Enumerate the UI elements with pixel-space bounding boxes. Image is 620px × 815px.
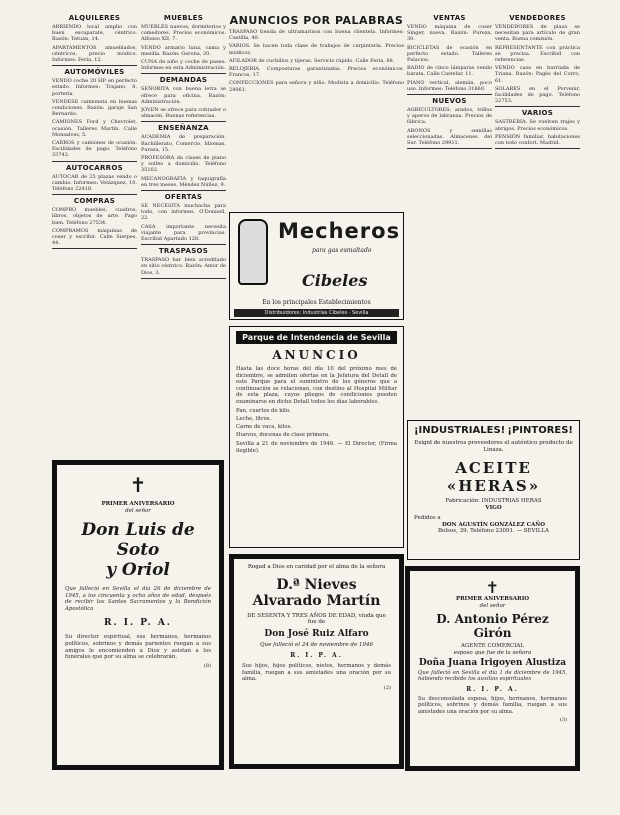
section-heading: VENDEDORES — [509, 14, 566, 22]
section-heading: VARIOS — [521, 109, 554, 118]
section-heading: MUEBLES — [163, 14, 204, 22]
section-heading: DEMANDAS — [159, 76, 208, 85]
classified-ad: COMPRAMOS máquinas de coser y escribir. Calle Sierpes, 44. — [52, 227, 137, 247]
classified-ad: TRASPASO tienda de ultramarinos con buena clientela. Informes: Castilla, 40. — [229, 29, 404, 42]
obituary-right-text: Que falleció en Sevilla el día 1 de diciembre de 1945, habiendo recibido los auxilios espirituales — [418, 670, 567, 683]
anuncio-body: Hasta las doce horas del día 10 del próximo mes de diciembre, se admiten ofertas en la Jefatura del Detall de este Parque para el suministro de los géneros que a continuación se relacionan, con destino al Hospital Militar de esta plaza, cuyos pliegos de condiciones pueden examinarse en dicho Detall todos los días laborables. — [236, 366, 397, 405]
obituary-right-role: AGENTE COMERCIAL — [460, 643, 525, 649]
classified-ad: COMPRO muebles, cuadros, libros, objetos de arte. Pago bien. Teléfono 27534. — [52, 207, 137, 226]
section-divider — [52, 161, 137, 162]
mecheros-title: Mecheros — [278, 219, 401, 243]
obituary-center-name: D.ª Nieves Alvarado Martín — [252, 576, 381, 609]
classified-ad: VENDESE camioneta en buenas condiciones. Razón: garaje San Bernardo. — [52, 98, 137, 118]
classified-ad: CUNA de niño y coche de paseo. Informes en esta Administración. — [141, 59, 226, 72]
obituary-left-anniversary: PRIMER ANIVERSARIO — [101, 501, 175, 507]
classified-ad: ABONOS y semillas seleccionadas. Almacenes del Sur. Teléfono 29911. — [407, 127, 492, 147]
classified-ad: AUTOCAR de 25 plazas vendo o cambio. Informes: Velázquez, 10. Teléfono 22418. — [52, 173, 137, 193]
classified-ad: AFILADOR de cuchillos y tijeras. Servicio rápido. Calle Feria, 88. — [229, 57, 395, 64]
header-industriales: ¡INDUSTRIALES! — [414, 425, 506, 436]
obituary-right-ref: (3) — [559, 717, 567, 724]
classified-ad: SEÑORITA con buena letra se ofrece para oficina. Razón: Administración. — [141, 86, 226, 105]
classified-ad: AGRICULTORES: arados, trillos y aperos de labranza. Precios de fábrica. — [407, 107, 492, 126]
obituary-center-spouse: Don José Ruiz Alfaro — [264, 628, 369, 639]
classified-ad: CARROS y camiones de ocasión. Facilidades de pago. Teléfono 33742. — [52, 140, 137, 159]
cross-icon: ✝ — [129, 473, 147, 497]
aceite-address: Bolsos, 39. Teléfono 23091. — SEVILLA — [438, 528, 549, 534]
column-5 — [495, 12, 580, 410]
classified-ad: TRASPASO bar bien acreditado en sitio céntrico. Razón: Amor de Dios, 3. — [141, 257, 226, 276]
obituary-left-name-2: y Oriol — [106, 560, 170, 580]
column-4 — [407, 12, 492, 410]
obituary-right-rip: R. I. P. A. — [466, 685, 519, 693]
section-divider — [141, 244, 226, 245]
classified-ad: VENDO armario luna, cama y mesilla. Razón: Gerona, 20. — [141, 44, 226, 57]
lighter-illustration — [238, 219, 268, 285]
obituary-right-anniversary: PRIMER ANIVERSARIO — [455, 596, 530, 602]
column-1 — [52, 12, 137, 457]
classified-ad: PIANO vertical, alemán, poco uso. Informes: Teléfono 31860. — [407, 79, 492, 92]
obituary-center-death: Que falleció el 24 de noviembre de 1946 — [260, 641, 373, 648]
section-heading: VENTAS — [433, 14, 466, 22]
section-heading: ENSEÑANZA — [158, 124, 209, 133]
classified-ad: BICICLETAS de ocasión en perfecto estado. Talleres Palacios. — [407, 44, 492, 64]
section-divider — [495, 106, 580, 107]
classifieds-heading: ANUNCIOS POR PALABRAS — [229, 14, 404, 27]
section-divider — [495, 148, 580, 149]
section-heading: OFERTAS — [164, 193, 203, 202]
aceite-heras-product: ACEITE «HERAS» — [446, 459, 541, 495]
obituary-right-name: D. Antonio Pérez Girón — [436, 612, 549, 640]
obituary-left — [52, 460, 224, 770]
obituary-center-family: Sus hijos, hijos políticos, nietos, hermanos y demás familia, ruegan a sus amistades una oración por su alma. — [242, 663, 391, 683]
obituary-right-family: Su desconsolada esposa, hijos, hermanos, hermanos políticos, sobrinos y demás familia, ruegan a sus amistades una oración por su alma. — [418, 695, 567, 715]
classified-ad: VENDO casa en barriada de Triana. Razón: Pagés del Corro, 61. — [495, 65, 580, 84]
classified-ad: SASTRERÍA. Se vuelven trajes y abrigos. Precios económicos. — [495, 119, 580, 132]
classified-ad: CONFECCIONES para señora y niño. Modista a domicilio. Teléfono 24061. — [229, 80, 404, 93]
classified-ad: VENDO coche 20 HP. en perfecto estado. Informes: Trajano, 8, portería. — [52, 78, 137, 97]
classified-ad: PROFESORA da clases de piano y solfeo a domicilio. Teléfono 35102. — [141, 155, 226, 174]
section-divider — [52, 65, 137, 66]
section-heading: ALQUILERES — [68, 14, 121, 22]
section-divider — [141, 190, 226, 191]
aceite-orders: Pedidos a — [414, 515, 441, 521]
obituary-right-spouse: Doña Juana Irigoyen Alustiza — [418, 658, 567, 668]
section-heading: COMPRAS — [73, 197, 116, 206]
section-heading: NUEVOS — [432, 97, 467, 106]
aceite-fabrication: Fabricación: INDUSTRIAS HERAS — [445, 498, 542, 504]
classified-ad: SOLARES en el Porvenir, facilidades de pago. Teléfono 22753. — [495, 85, 580, 105]
aceite-heras-advertisement — [407, 420, 580, 560]
obituary-center-intro: Rogad a Dios en caridad por el alma de la señora — [247, 564, 386, 570]
aceite-city: VIGO — [485, 504, 502, 511]
classified-ad: SE NECESITA muchacha para todo, con informes. O'Donnell, 22. — [141, 203, 226, 222]
classified-ad: VARIOS. Se hacen toda clase de trabajos de carpintería. Precios módicos. — [229, 43, 404, 56]
classified-ad: REPRESENTANTE con práctica se precisa. Escribid con referencias. — [495, 44, 580, 64]
obituary-right-of: del señor — [479, 602, 506, 609]
column-2 — [141, 12, 226, 447]
obituary-center-ref: (2) — [383, 684, 391, 691]
classified-ad: ARRIENDO local amplio con buen escaparate, céntrico. Razón: Tetuán, 14. — [52, 24, 137, 43]
anuncio-item: Carne de vaca, kilos. — [236, 423, 293, 430]
anuncio-item: Pan, cuartos de kilo. — [236, 407, 291, 414]
anuncio-item: Leche, litros. — [236, 415, 272, 422]
cross-icon: ✝ — [485, 578, 500, 597]
obituary-left-of: del señor — [125, 507, 151, 514]
classified-ad: CAMIONES Ford y Chevrolet, ocasión. Talleres Martín. Calle Monsalves, 5. — [52, 119, 137, 138]
obituary-left-rip: R. I. P. A. — [104, 618, 172, 629]
anuncio-items — [236, 408, 397, 439]
classified-ad: MECANOGRAFÍA y taquigrafía en tres meses. Méndez Núñez, 9. — [141, 175, 226, 188]
mecheros-advertisement — [229, 212, 404, 320]
section-divider — [52, 248, 137, 249]
section-divider — [407, 94, 492, 95]
section-divider — [407, 148, 492, 149]
cibeles-brand: Cibeles — [302, 271, 368, 290]
intendencia-notice — [229, 326, 404, 548]
aceite-agent: DON AGUSTÍN GONZÁLEZ CAÑO — [441, 521, 546, 528]
classified-ad: JOVEN se ofrece para cobrador o almacén. Buenas referencias. — [141, 107, 226, 120]
obituary-left-text: Que falleció en Sevilla el día 26 de diciembre de 1945, a los cincuenta y ocho años de edad, después de recibir los Santos Sacramentos y la Bendición Apostólica — [65, 586, 211, 612]
aceite-heras-headers — [414, 425, 573, 436]
section-divider — [52, 194, 137, 195]
mecheros-distributor-strip: Distribuidores: Industrias Cibeles · Sevilla — [234, 309, 399, 317]
section-divider — [141, 73, 226, 74]
section-heading: AUTOMÓVILES — [64, 68, 125, 77]
mecheros-tagline: En los principales Establecimientos — [262, 299, 371, 306]
obituary-right — [405, 566, 580, 771]
obituary-left-family: Su director espiritual, sus hermanos, hermanos políticos, sobrinos y demás parientes ruegan a sus amigos le encomienden a Dios y asistan a los funerales que por su alma se celebrarán. — [65, 634, 211, 661]
obituary-left-name-1: Don Luis de Soto — [81, 520, 195, 560]
anuncio-item: Huevos, docenas de clase primera. — [236, 432, 330, 439]
classified-ad: RELOJERÍA. Composturas garantizadas. Precios económicos. Francos, 17. — [229, 66, 404, 79]
classified-ad: ACADEMIA de preparación. Bachillerato, Comercio, Idiomas. Pureza, 15. — [141, 134, 226, 153]
header-pintores: ¡PINTORES! — [507, 425, 573, 436]
classified-ad: APARTAMENTOS amueblados, céntricos, precio módico. Informes: Feria, 12. — [52, 44, 137, 64]
section-divider — [141, 121, 226, 122]
anuncio-title: ANUNCIO — [272, 348, 361, 362]
obituary-right-spouse-intro: esposo que fue de la señora — [453, 649, 532, 656]
classified-ad: CASA importante necesita viajante para provincias. Escribid Apartado 128. — [141, 223, 226, 243]
aceite-subtitle: Exigid de nuestros proveedores el auténtico producto de Linaza. — [414, 440, 573, 453]
obituary-center — [229, 554, 404, 769]
classified-ad: RADIO de cinco lámparas vendo barata. Calle Castelar, 11. — [407, 65, 492, 78]
section-divider — [141, 278, 226, 279]
classified-ad: PENSIÓN familiar, habitaciones con todo confort. Madrid. — [495, 133, 580, 147]
anuncio-footer: Sevilla a 21 de noviembre de 1946. — El Director, (Firma ilegible). — [236, 441, 397, 454]
classified-ad: VENDO máquina de coser Singer, nueva. Razón: Pureza, 30. — [407, 24, 492, 43]
classified-ad: VENDEDORES de plaza se necesitan para artículo de gran venta. Buena comisión. — [495, 24, 580, 43]
obituary-center-details: DE SESENTA Y TRES AÑOS DE EDAD, viuda que fue de — [247, 612, 386, 625]
column-3-top — [229, 12, 404, 212]
mecheros-subtitle: para gas esmaltado — [312, 247, 372, 254]
obituary-center-rip: R. I. P. A. — [290, 652, 343, 659]
intendencia-header: Parque de Intendencia de Sevilla — [236, 331, 397, 344]
section-heading: TRASPASOS — [158, 247, 209, 256]
obituary-left-ref: (8) — [203, 662, 211, 669]
classified-ad: MUEBLES nuevos, dormitorios y comedores. Precios económicos. Alfonso XII, 7. — [141, 24, 226, 43]
section-heading: AUTOCARROS — [66, 163, 123, 172]
